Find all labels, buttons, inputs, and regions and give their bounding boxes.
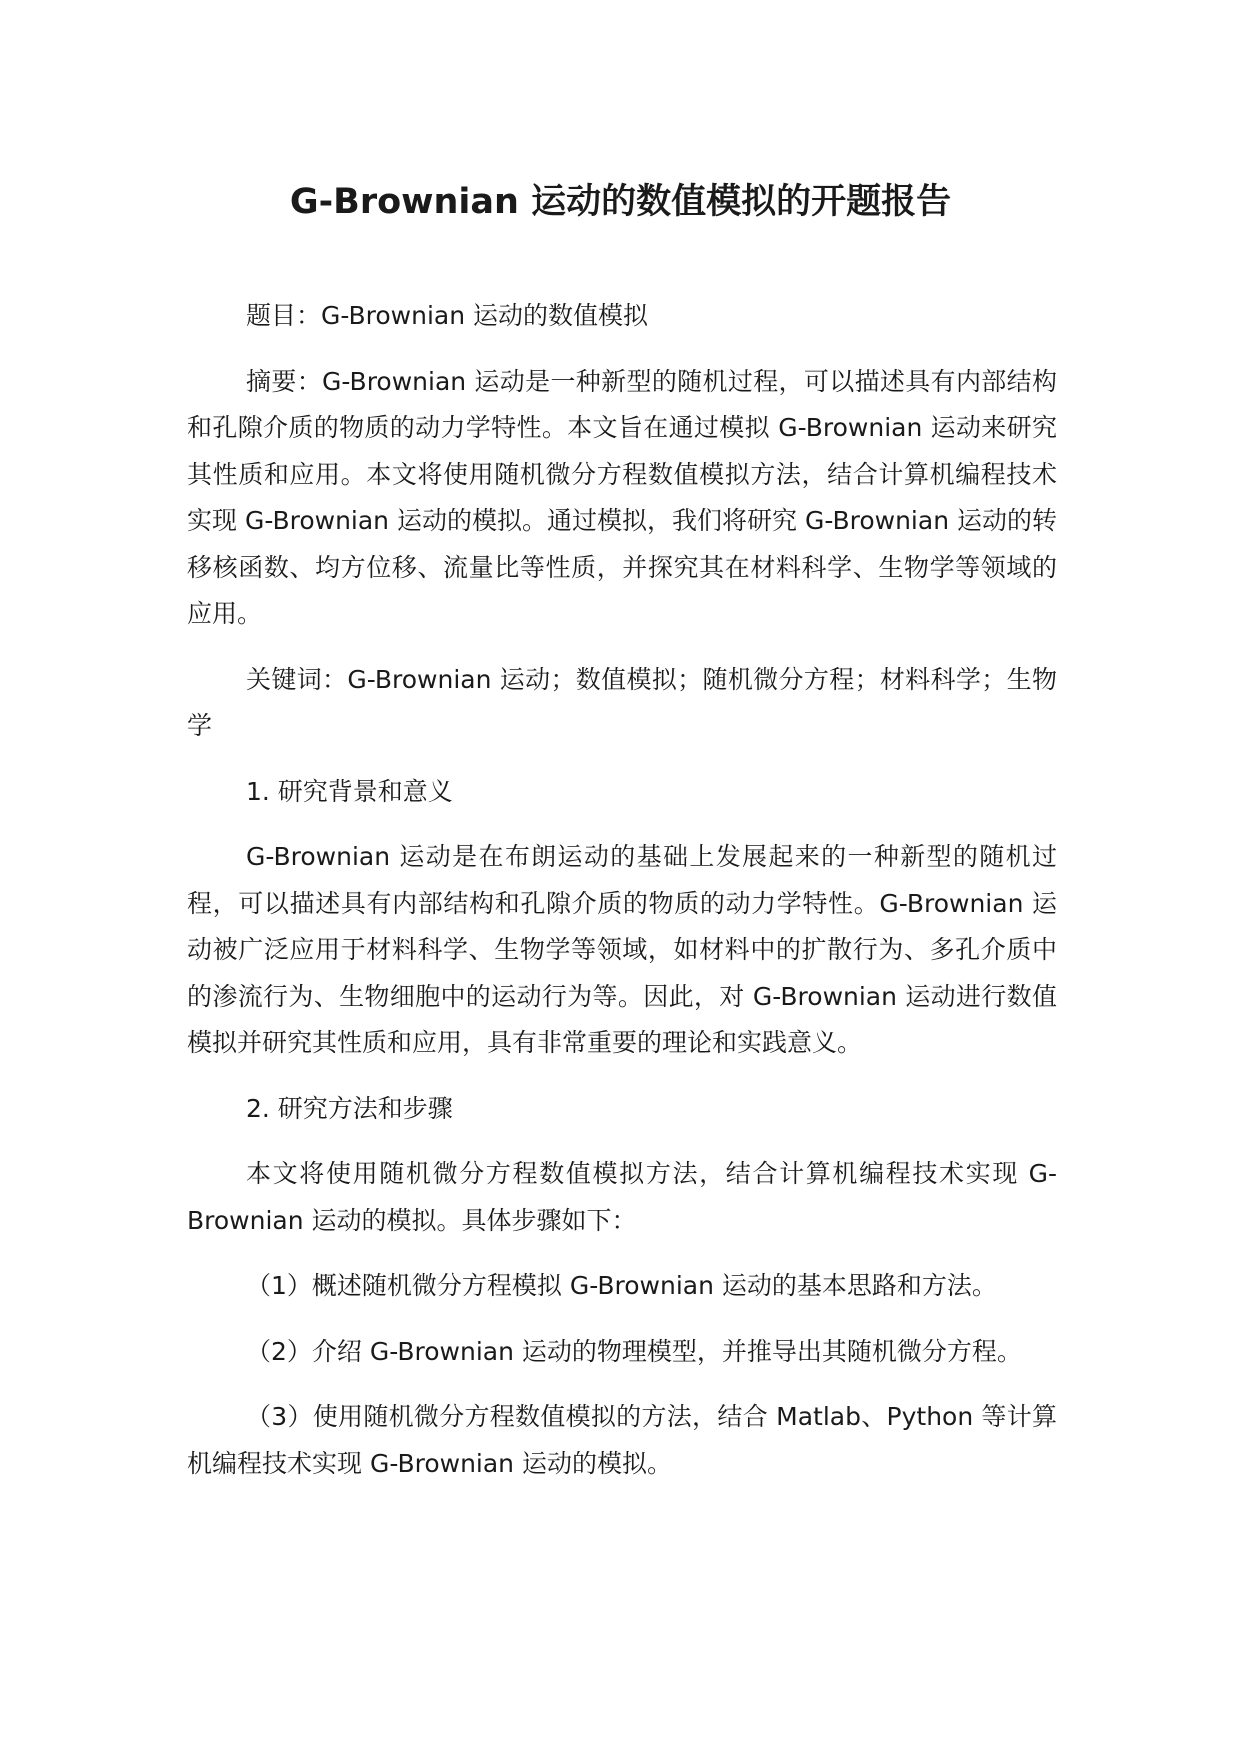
abstract-paragraph: 摘要：G-Brownian 运动是一种新型的随机过程，可以描述具有内部结构和孔隙介质的物质的动力学特性。本文旨在通过模拟 G-Brownian 运动来研究其性质和应用。本文将使用随机微分方程数值模拟方法，结合计算机编程技术实现 G-Brownian 运动的模拟。通过模拟，我们将研究 G-Brownian 运动的转移核函数、均方位移、流量比等性质，并探究其在材料科学、生物学等领域的应用。: [187, 366, 1057, 628]
section-heading-methods: 2. 研究方法和步骤: [246, 1093, 453, 1123]
background-paragraph: G-Brownian 运动是在布朗运动的基础上发展起来的一种新型的随机过程，可以描述具有内部结构和孔隙介质的物质的动力学特性。G-Brownian 运动被广泛应用于材料科学、生物学等领域，如材料中的扩散行为、多孔介质中的渗流行为、生物细胞中的运动行为等。因此，对 G-Brownian 运动进行数值模拟并研究其性质和应用，具有非常重要的理论和实践意义。: [187, 842, 1057, 1057]
keywords-paragraph: 关键词：G-Brownian 运动；数值模拟；随机微分方程；材料科学；生物学: [187, 664, 1057, 740]
methods-intro-paragraph: 本文将使用随机微分方程数值模拟方法，结合计算机编程技术实现 G-Brownian 运动的模拟。具体步骤如下：: [187, 1159, 1057, 1235]
document-body: [187, 293, 1057, 1506]
section-heading-background: 1. 研究背景和意义: [246, 776, 453, 806]
document-title: G-Brownian 运动的数值模拟的开题报告: [289, 182, 952, 222]
topic-paragraph: 题目：G-Brownian 运动的数值模拟: [246, 301, 649, 330]
method-step-3: （3）使用随机微分方程数值模拟的方法，结合 Matlab、Python 等计算机编程技术实现 G-Brownian 运动的模拟。: [187, 1402, 1057, 1478]
method-step-2: （2）介绍 G-Brownian 运动的物理模型，并推导出其随机微分方程。: [246, 1336, 1022, 1366]
method-step-1: （1）概述随机微分方程模拟 G-Brownian 运动的基本思路和方法。: [246, 1271, 997, 1300]
